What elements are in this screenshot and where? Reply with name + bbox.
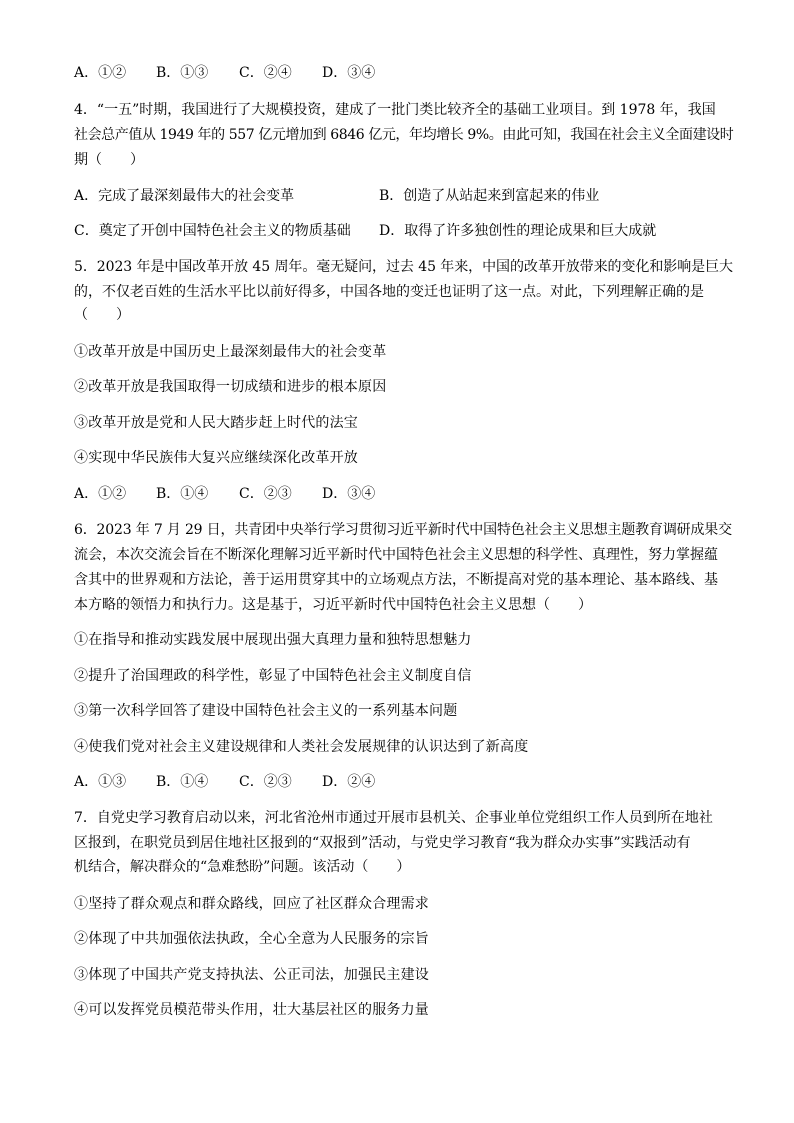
q7-statement-2: ②体现了中共加强依法执政，全心全意为人民服务的宗旨 <box>74 931 429 947</box>
q3-option-b[interactable]: B．①③ <box>156 65 209 81</box>
q6-option-c[interactable]: C．②③ <box>239 774 292 790</box>
q4-option-b[interactable]: B．创造了从站起来到富起来的伟业 <box>379 188 600 204</box>
q4-stem-line-1: 4．“一五”时期，我国进行了大规模投资，建成了一批门类比较齐全的基础工业项目。到 1978 年，我国 <box>74 102 716 118</box>
q5-statement-1: ①改革开放是中国历史上最深刻最伟大的社会变革 <box>74 344 387 360</box>
q7-stem-line-1: 7．自党史学习教育启动以来，河北省沧州市通过开展市县机关、企事业单位党组织工作人员到所在地社 <box>74 810 713 826</box>
q6-statement-4: ④使我们党对社会主义建设规律和人类社会发展规律的认识达到了新高度 <box>74 739 529 755</box>
q4-option-d[interactable]: D．取得了许多独创性的理论成果和巨大成就 <box>379 223 657 239</box>
q6-statement-1: ①在指导和推动实践发展中展现出强大真理力量和独特思想魅力 <box>74 632 472 648</box>
q7-statement-3: ③体现了中国共产党支持执法、公正司法，加强民主建设 <box>74 967 429 983</box>
q5-stem-line-2: 的，不仅老百姓的生活水平比以前好得多，中国各地的变迁也证明了这一点。对此，下列理解正确的是 <box>74 284 704 300</box>
q5-statement-3: ③改革开放是党和人民大踏步赶上时代的法宝 <box>74 415 358 431</box>
q6-statement-3: ③第一次科学回答了建设中国特色社会主义的一系列基本问题 <box>74 703 458 719</box>
q5-option-d[interactable]: D．③④ <box>322 486 376 502</box>
q4-option-c[interactable]: C．奠定了开创中国特色社会主义的物质基础 <box>74 223 351 239</box>
q7-statement-1: ①坚持了群众观点和群众路线，回应了社区群众合理需求 <box>74 896 429 912</box>
q6-stem-line-4: 本方略的领悟力和执行力。这是基于，习近平新时代中国特色社会主义思想（ ） <box>74 597 592 613</box>
q5-stem-line-3: （ ） <box>74 307 130 323</box>
q5-option-a[interactable]: A．①② <box>74 486 127 502</box>
q4-stem-line-2: 社会总产值从 1949 年的 557 亿元增加到 6846 亿元，年均增长 9%。由此可知，我国在社会主义全面建设时 <box>74 127 734 143</box>
q5-stem-line-1: 5．2023 年是中国改革开放 45 周年。毫无疑问，过去 45 年来，中国的改革开放带来的变化和影响是巨大 <box>74 259 733 275</box>
q6-option-b[interactable]: B．①④ <box>156 774 209 790</box>
q3-option-a[interactable]: A．①② <box>74 65 127 81</box>
q4-stem-line-3: 期（ ） <box>74 152 144 168</box>
q3-option-c[interactable]: C．②④ <box>239 65 292 81</box>
q4-option-a[interactable]: A．完成了最深刻最伟大的社会变革 <box>74 188 295 204</box>
q3-option-d[interactable]: D．③④ <box>322 65 376 81</box>
q5-statement-2: ②改革开放是我国取得一切成绩和进步的根本原因 <box>74 379 387 395</box>
q6-stem-line-3: 含其中的世界观和方法论，善于运用贯穿其中的立场观点方法，不断提高对党的基本理论、基本路线、基 <box>74 572 718 588</box>
q5-option-b[interactable]: B．①④ <box>156 486 209 502</box>
q7-stem-line-3: 机结合，解决群众的“急难愁盼”问题。该活动（ ） <box>74 859 411 875</box>
q6-stem-line-1: 6．2023 年 7 月 29 日，共青团中央举行学习贯彻习近平新时代中国特色社会主义思想主题教育调研成果交 <box>74 522 732 538</box>
q5-statement-4: ④实现中华民族伟大复兴应继续深化改革开放 <box>74 450 358 466</box>
q6-option-a[interactable]: A．①③ <box>74 774 127 790</box>
q6-option-d[interactable]: D．②④ <box>322 774 376 790</box>
q7-statement-4: ④可以发挥党员模范带头作用，壮大基层社区的服务力量 <box>74 1002 429 1018</box>
q7-stem-line-2: 区报到，在职党员到居住地社区报到的“双报到”活动，与党史学习教育“我为群众办实事”实践活动有 <box>74 835 691 851</box>
q5-option-c[interactable]: C．②③ <box>239 486 292 502</box>
q6-stem-line-2: 流会，本次交流会旨在不断深化理解习近平新时代中国特色社会主义思想的科学性、真理性，努力掌握蕴 <box>74 547 718 563</box>
q6-statement-2: ②提升了治国理政的科学性，彰显了中国特色社会主义制度自信 <box>74 668 472 684</box>
